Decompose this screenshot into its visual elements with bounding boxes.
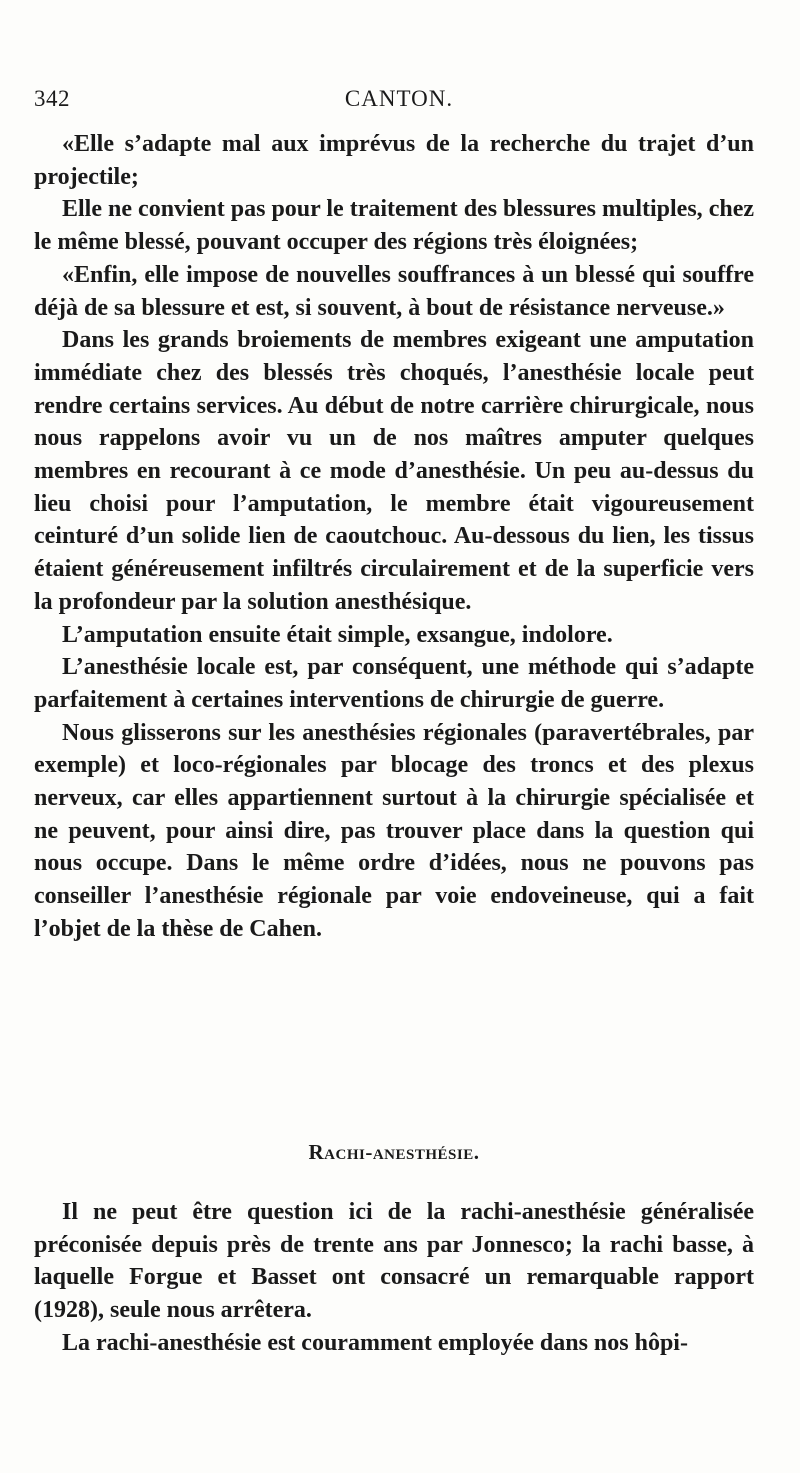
paragraph: Dans les grands broiements de membres exigeant une amputation immédiate chez des blessés très choqués, l’anesthésie locale peut rendre certains services. Au début de notre carrière chirurgicale, nous nous rappelons avoir vu un de nos maîtres amputer quelques membres en recourant à ce mode d’anesthésie. Un peu au-dessus du lieu choisi pour l’amputation, le membre était vigoureusement ceinturé d’un solide lien de caoutchouc. Au-dessous du lien, les tissus étaient généreusement infiltrés circulairement et de la superficie vers la profondeur par la solution anesthésique.: [34, 327, 754, 615]
running-title: CANTON.: [344, 86, 454, 111]
paragraph: Il ne peut être question ici de la rachi-anesthésie généralisée préconisée depuis près de trente ans par Jonnesco; la rachi basse, à laquelle Forgue et Basset ont consacré un remarquable rapport (1928), seule nous arrêtera.: [34, 1199, 754, 1324]
paragraph: Nous glisserons sur les anesthésies régionales (paravertébrales, par exemple) et loco-régionales par blocage des troncs et des plexus nerveux, car elles appartiennent surtout à la chirurgie spécialisée et ne peuvent, pour ainsi dire, pas trouver place dans la question qui nous occupe. Dans le même ordre d’idées, nous ne pouvons pas conseiller l’anesthésie régionale par voie endoveineuse, qui a fait l’objet de la thèse de Cahen.: [34, 719, 754, 942]
page-number: 342: [34, 86, 70, 111]
running-head: [34, 86, 764, 120]
paragraph: La rachi-anesthésie est couramment employée dans nos hôpi-: [62, 1329, 688, 1356]
section-heading: Rachi-anesthésie.: [308, 1140, 480, 1164]
paragraph: Elle ne convient pas pour le traitement des blessures multiples, chez le même blessé, pouvant occuper des régions très éloignées;: [34, 196, 754, 256]
paragraph: L’anesthésie locale est, par conséquent, une méthode qui s’adapte parfaitement à certaines interventions de chirurgie de guerre.: [34, 654, 754, 713]
body-text: [34, 128, 754, 946]
section-body-text: [34, 1196, 754, 1360]
paragraph: L’amputation ensuite était simple, exsangue, indolore.: [62, 621, 613, 648]
paragraph: «Enfin, elle impose de nouvelles souffrances à un blessé qui souffre déjà de sa blessure et est, si souvent, à bout de résistance nerveuse.»: [34, 261, 754, 321]
paragraph: «Elle s’adapte mal aux imprévus de la recherche du trajet d’un projectile;: [34, 131, 754, 190]
